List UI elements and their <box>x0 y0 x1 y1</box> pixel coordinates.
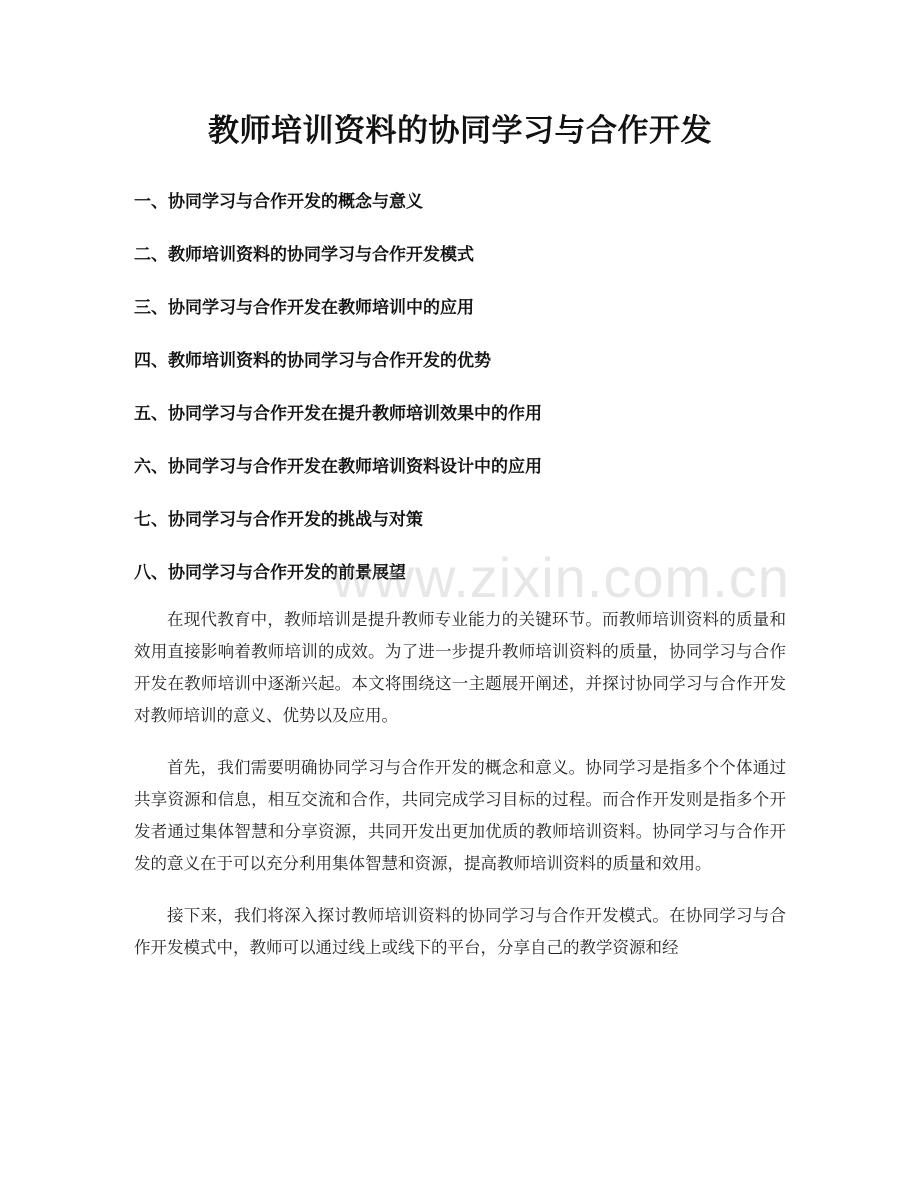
toc-item: 二、教师培训资料的协同学习与合作开发模式 <box>134 245 474 265</box>
body-paragraph: 接下来，我们将深入探讨教师培训资料的协同学习与合作开发模式。在协同学习与合作开发模式中，教师可以通过线上或线下的平台，分享自己的教学资源和经 <box>134 906 786 957</box>
toc-item: 七、协同学习与合作开发的挑战与对策 <box>134 510 423 530</box>
watermark: www.zixin.com.cn <box>332 546 790 609</box>
toc-item: 一、协同学习与合作开发的概念与意义 <box>134 192 423 212</box>
toc-item: 八、协同学习与合作开发的前景展望 <box>134 563 406 583</box>
toc-item: 四、教师培训资料的协同学习与合作开发的优势 <box>134 351 491 371</box>
toc-item: 三、协同学习与合作开发在教师培训中的应用 <box>134 298 474 318</box>
toc-item: 五、协同学习与合作开发在提升教师培训效果中的作用 <box>134 404 542 424</box>
body-paragraph: 首先，我们需要明确协同学习与合作开发的概念和意义。协同学习是指多个个体通过共享资源和信息，相互交流和合作，共同完成学习目标的过程。而合作开发则是指多个开发者通过集体智慧和分享资源，共同开发出更加优质的教师培训资料。协同学习与合作开发的意义在于可以充分利用集体智慧和资源，提高教师培训资料的质量和效用。 <box>134 758 786 873</box>
body-paragraph: 在现代教育中，教师培训是提升教师专业能力的关键环节。而教师培训资料的质量和效用直接影响着教师培训的成效。为了进一步提升教师培训资料的质量，协同学习与合作开发在教师培训中逐渐兴起。本文将围绕这一主题展开阐述，并探讨协同学习与合作开发对教师培训的意义、优势以及应用。 <box>134 610 786 725</box>
document-body <box>134 604 786 984</box>
document-title: 教师培训资料的协同学习与合作开发 <box>208 113 712 149</box>
toc-item: 六、协同学习与合作开发在教师培训资料设计中的应用 <box>134 457 542 477</box>
table-of-contents <box>134 186 794 610</box>
